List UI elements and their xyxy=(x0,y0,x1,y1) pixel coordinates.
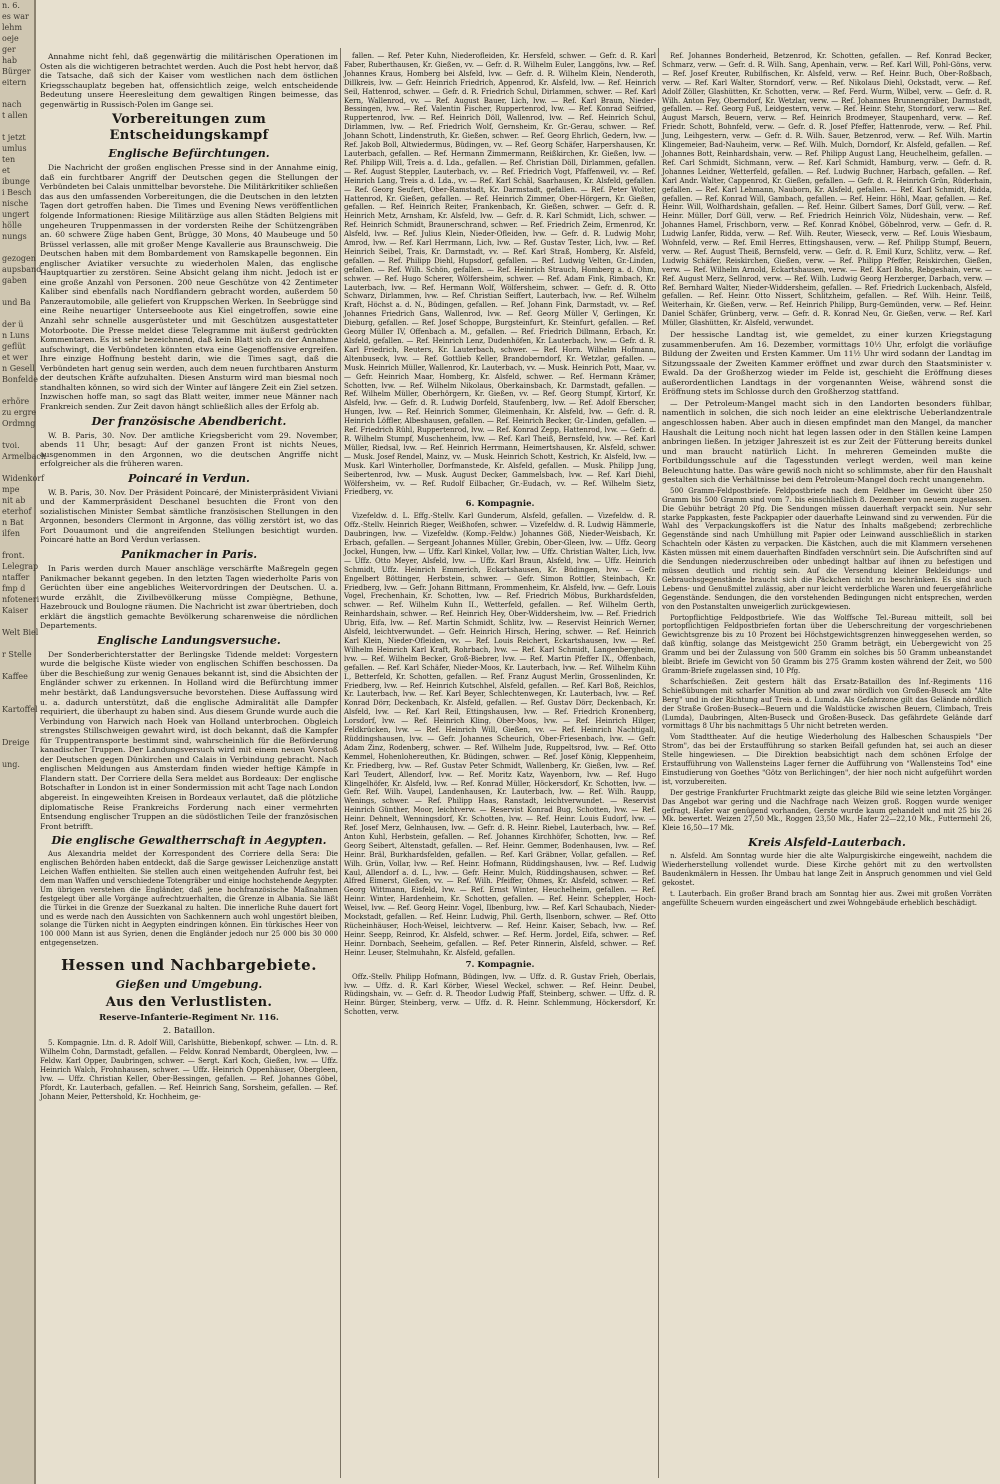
article-lauterbach: t. Lauterbach. Ein großer Brand brach am Sonntag hier aus. Zwei mit großen Vorräten angefüllte Scheuern wurden eingeäschert und zwei Wohngebäude erheblich beschädigt. xyxy=(662,889,992,907)
margin-fragment: tvoi. xyxy=(2,441,20,450)
article-alsfeld: n. Alsfeld. Am Sonntag wurde hier die alte Walpurgiskirche eingeweiht, nachdem die Wiederherstellung vollendet wurde. Diese Kirche gehört mit zu den wertvollsten Baudenkmälern in Hessen. Ihr Umbau hat lange Zeit in Anspruch genommen und viel Geld gekostet. xyxy=(662,852,992,887)
margin-fragment xyxy=(0,385,34,396)
margin-fragment xyxy=(0,638,34,649)
margin-fragment: et xyxy=(2,166,10,175)
margin-fragment: ilfen xyxy=(2,529,20,538)
margin-fragment: t jetzt xyxy=(2,133,26,142)
margin-fragment: Kartoffel xyxy=(2,705,38,714)
margin-fragment: Widenkorf xyxy=(2,474,45,483)
margin-fragment xyxy=(0,682,34,693)
margin-fragment: aupsband xyxy=(2,265,42,274)
margin-fragment xyxy=(0,715,34,726)
headline-landungsversuche: Englische Landungsversuche. xyxy=(97,633,281,647)
margin-fragment: front. xyxy=(2,551,25,560)
margin-fragment: Kaffee xyxy=(2,672,28,681)
margin-fragment xyxy=(0,693,34,704)
margin-fragment: Welt Biel xyxy=(2,628,39,637)
margin-fragment: erhöre xyxy=(2,397,30,406)
casualty-list-continued-2: Ref. Johannes Bonderheid, Betzenrod, Kr. Schotten, gefallen. — Ref. Konrad Becker, Schmarz, verw. — Gefr. d. R. Wilh. Sang, Apenhain, verw. — Ref. Karl Will, Pohl-Göns, verw. — Ref. Josef Kreuter, Rubilfischen, Kr. Alsfeld, verw. — Ref. Heinr. Buch, Ober-Roßbach, verw. — Ref. Karl Walter, Storndorf, verw. — Ref. Nikolaus Diehl, Ockstadt, verw. — Ref. Adolf Zöller, Glashütten, Kr. Schotten, verw. — Ref. Ferd. Wurm, Wilbel, verw. — Gefr. d. R. Wilh. Anton Fey, Oberndorf, Kr. Wetzlar, verw. — Ref. Johannes Brunnengräber, Darmstadt, gefallen. — Ref. Georg Fuß, Leidgestern, verw. — Ref. Heinr. Stehr, Storndorf, verw. — Ref. August Marsch, Beuern, verw. — Ref. Heinrich Brodmeyer, Staupenhard, verw. — Ref. Friedr. Schott, Bohnfeld, verw. — Gefr. d. R. Josef Pfeffer, Hattenrode, verw. — Ref. Phil. Jung, Leihgestern, verw. — Gefr. d. R. Wilh. Sauer, Betzenrod, verw. — Ref. Wilh. Martin Klingemeier, Bad-Nauheim, verw. — Ref. Wilh. Mulch, Dorndorf, Kr. Alsfeld, gefallen. — Ref. Johannes Bott, Reinhardshain, verw. — Ref. Philipp August Lang, Heuchelheim, gefallen. — Ref. Carl Schmidt, Sichmann, verw. — Ref. Karl Schmidt, Hamburg, verw. — Gefr. d. R. Johannes Leidner, Wetterfeld, gefallen. — Ref. Ludwig Buchner, Harbach, gefallen. — Ref. Karl Andr. Walter, Cappenrod, Kr. Gießen, gefallen. — Gefr. d. R. Heinrich Grün, Rüderhain, gefallen. — Ref. Karl Lehmann, Nauborn, Kr. Alsfeld, gefallen. — Ref. Karl Schmidt, Ridda, gefallen. — Ref. Konrad Will, Gambach, gefallen. — Ref. Heinr. Höhl, Maar, gefallen. — Ref. Heinr. Will, Wolfhardshain, gefallen. — Ref. Heinr. Gilbert Sames, Dorf Güll, verw. — Ref. Heinr. Müller, Dorf Güll, verw. — Ref. Friedrich Heinrich Völz, Nüdeshain, verw. — Ref. Johannes Hamel, Frischborn, verw. — Ref. Konrad Knöbel, Göbelnrod, verw. — Gefr. d. R. Ludwig Lanfer, Ridda, verw. — Ref. Wilh. Reuter, Wieseck, verw. — Ref. Louis Wiesbaum, Wohnfeld, verw. — Ref. Emil Herres, Ettingshausen, verw. — Ref. Philipp Stumpf, Beuern, verw. — Ref. August Theiß, Bernsfeld, verw. — Gefr. d. R. Emil Kurz, Schlitz, verw. — Ref. Ludwig Schäfer, Reiskirchen, Gießen, verw. — Ref. Philipp Pfeffer, Reiskirchen, Gießen, verw. — Ref. Wilhelm Arnold, Eckartshausen, verw. — Ref. Karl Bohs, Rebgeshain, verw. — Ref. August Merz, Sellnrod, verw. — Ref. Wilh. Ludwig Georg Herzberger, Darbach, verw. — Ref. Bernhard Walter, Nieder-Widdersheim, gefallen. — Ref. Friedrich Luckenbach, Alsfeld, gefallen. — Ref. Heinr. Otto Nissert, Schlitzheim, gefallen. — Ref. Wilh. Heinr. Teilß, Weiterhain, Kr. Gießen, verw. — Ref. Heinrich Philipp, Burg-Gemünden, verw. — Ref. Heinr. Daniel Schäfer, Grünberg, verw. — Gefr. d. R. Konrad Neu, Gr. Gießen, verw. — Ref. Karl Müller, Glashütten, Kr. Alsfeld, verwundet. xyxy=(662,52,992,328)
article-aegypten: Aus Alexandria meldet der Korrespondent des Corriere della Sera: Die englischen Behörden haben entdeckt, daß die Sarge gewisser Leichenzüge anstatt Leichen Waffen enthielten. Sie stellen auch einen weitgehenden Aufruhr fest, bei dem man Waffen und verschiedene Totengräber und einige hochstehende Aegypter. Um übrigen verstehen die Engländer, daß jene hochfranzösische Maßnahmen festgelegt über alle Vorgänge aufrechtzuerhalten, die Grenze in Albania. Sie läßt die Türkei in die Grenze der Suezkanal zu halten. Die innerliche Ruhe dauert fort und es werde nach den Aussichten von Sachkennern auch wohl ungestört bleiben, solange die Türken nicht in Aegypten eindringen können. Ein türkisches Heer von 100 000 Mann ist aus Syrien, denen die Engländer jedoch nur 25 000 bis 30 000 entgegensetzen. xyxy=(40,850,338,948)
casualty-list-5k: 5. Kompagnie. Ltn. d. R. Adolf Will, Carlshütte, Biebenkopf, schwer. — Ltn. d. R. Wilhelm Cohn, Darmstadt, gefallen. — Feldw. Konrad Nembardt, Obergleen, lvw. — Feldw. Karl Opper, Daubringen, schwer. — Sergt. Karl Koch, Gießen, lvw. — Uffz. Heinrich Walch, Frohnhausen, schwer. — Uffz. Heinrich Oppenhäuser, Obergleen, lvw. — Uffz. Christian Keller, Ober-Bessingen, gefallen. — Ref. Johannes Göbel, Pfordt, Kr. Lauterbach, gefallen. — Ref. Heinrich Sang, Sorsheim, gefallen. — Ref. Johann Meier, Pettershold, Kr. Hochheim, ge- xyxy=(40,1039,338,1101)
margin-fragment: Kaiser xyxy=(2,606,28,615)
margin-fragment xyxy=(0,462,34,473)
margin-fragment xyxy=(0,88,34,99)
margin-fragment xyxy=(0,539,34,550)
headline-poincare: Poincaré in Verdun. xyxy=(128,471,250,485)
subheadline-englische: Englische Befürchtungen. xyxy=(108,147,270,161)
column-2 xyxy=(344,52,656,1482)
margin-fragment: Bonfelde xyxy=(2,375,38,384)
casualty-list-7k: Offz.-Stellv. Philipp Hofmann, Büdingen, lvw. — Uffz. d. R. Gustav Frieh, Oberlais, lvw. — Uffz. d. R. Karl Körber, Wiesel Weckel, schwer. — Ref. Heinr. Deubel, Rüdingshain, vv. — Gefr. d. R. Theodor Ludwig Pfaff, Steinberg, schwer. — Uffz. d. R. Heinr. Bürger, Steinberg, verw. — Uffz. d. R. Heinr. Schlemmung, Höckersdorf, Kr. Schotten, verw. xyxy=(344,972,656,1017)
headline-panikmacher: Panikmacher in Paris. xyxy=(120,547,258,561)
margin-fragment: Armelbach xyxy=(2,452,47,461)
margin-fragment: gaben xyxy=(2,276,27,285)
article-poincare: W. B. Paris, 30. Nov. Der Präsident Poincaré, der Ministerpräsident Viviani und der Kammerpräsident Deschanel besuchten die Front von den sozialistischen Minister Sembat sämtliche französischen Stellungen in den Argonnen, besonders Clermont in Argonne, das völlig zerstört ist, wo das Fort Douaumont und die angreifenden Stellungen besichtigt wurden. Poincaré hatte an Bord Verdun verlassen. xyxy=(40,487,338,545)
margin-fragment: der ü xyxy=(2,320,24,329)
margin-fragment: ungert xyxy=(2,210,30,219)
company-heading-6: 6. Kompagnie. xyxy=(465,499,535,510)
margin-fragment: und Ba xyxy=(2,298,31,307)
margin-fragment: Ordmng xyxy=(2,419,36,428)
margin-fragment: nungs xyxy=(2,232,27,241)
margin-fragment xyxy=(0,660,34,671)
margin-fragment: hölle xyxy=(2,221,22,230)
margin-fragment: nach xyxy=(2,100,22,109)
casualty-list-continued: fallen. — Ref. Peter Kuhn, Niederofleiden, Kr. Hersfeld, schwer. — Gefr. d. R. Karl Faber, Ruberthausen, Kr. Gießen, vv. — Gefr. d. R. Wilhelm Euler, Langgöns, lvw. — Ref. Johannes Kraus, Homberg bei Alsfeld, lvw. — Gefr. d. R. Wilhelm Klein, Nenderoth, Dillkreis, lvw. — Gefr. Heinrich Friedrich, Appenrod, Kr. Alsfeld, lvw. — Ref. Heinrich Seil, Hattenrod, schwer. — Gefr. d. R. Friedrich Schul, Dirlammen, schwer. — Ref. Karl Kern, Wallenrod, vv. — Ref. August Bauer, Lich, lvw. — Ref. Karl Braun, Nieder-Bessingen, lvw. — Ref. Valentin Fischer, Ruppertenrod, lvw. — Ref. Konrad Seifried, Ruppertenrod, lvw. — Ref. Heinrich Döll, Wallenrod, lvw. — Ref. Heinrich Schul, Dirlammen, lvw. — Ref. Friedrich Wolf, Gernsheim, Kr. Gr.-Gerau, schwer. — Ref. Johann Schott, Lindenstruth, Kr. Gießen, schwer. — Ref. Georg Ehrlich, Gedern, lvw. — Ref. Jakob Boll, Altwiedermus, Büdingen, vv. — Ref. Georg Schäfer, Harpershausen, Kr. Lauterbach, gefallen. — Ref. Hermann Zimmermann, Reißkirchen, Kr. Gießen, lvw. — Ref. Philipp Will, Treis a. d. Lda., gefallen. — Ref. Christian Döll, Dirlammen, gefallen. — Ref. August Steppler, Lauterbach, vv. — Ref. Friedrich Vogt, Pfaffenweil, vv. — Ref. Heinrich Lang, Treis a. d. Lda., vv. — Ref. Karl Schäl, Saarhausen, Kr. Alsfeld, gefallen. — Ref. Georg Seufert, Ober-Ramstadt, Kr. Darmstadt, gefallen. — Ref. Peter Wolter, Hattenrod, Kr. Gießen, gefallen. — Ref. Heinrich Zimmer, Ober-Hörgern, Kr. Gießen, gefallen. — Ref. Heinrich Reiter, Frankenbach, Kr. Gießen, schwer. — Gefr. d. R. Heinrich Metz, Arnsham, Kr. Alsfeld, lvw. — Gefr. d. R. Karl Schmidt, Lich, schwer. — Ref. Heinrich Schmidt, Braunerschrand, schwer. — Ref. Friedrich Zeim, Ermenrod, Kr. Alsfeld, lvw. — Ref. Julius Klein, Nieder-Ofleiden, lvw. — Gefr. d. R. Ludwig Mohr, Amrod, lvw. — Ref. Karl Herrmann, Lich, lvw. — Ref. Gustav Tester, Lich, lvw. — Ref. Heinrich Seibel, Trais, Kr. Darmstadt, vv. — Ref. Karl Straß, Homberg, Kr. Alsfeld, gefallen. — Ref. Philipp Diehl, Hupsdorf, gefallen. — Ref. Ludwig Velten, Gr.-Linden, gefallen. — Ref. Wilh. Schön, gefallen. — Ref. Heinrich Strauch, Homberg a. d. Ohm, schwer. — Ref. Hugo Scherer, Wölfersheim, schwer. — Ref. Adam Fink, Rimbach, Kr. Lauterbach, lvw. — Ref. Hermann Wolf, Wölfersheim, schwer. — Gefr. d. R. Otto Schwarz, Dirlammen, lvw. — Ref. Christian Seiffert, Lauterbach, lvw. — Ref. Wilhelm Kraft, Höchst a. d. N., Büdingen, gefallen. — Ref. Johann Fink, Darmstadt, vv. — Ref. Johannes Friedrich Gans, Wallenrod, lvw. — Ref. Georg Müller V, Gerlingen, Kr. Dieburg, gefallen. — Ref. Josef Schoppe, Burgsteinfurt, Kr. Steinfurt, gefallen. — Ref. Georg Müller IV, Offenbach a. M., gefallen. — Ref. Friedrich Dillmann, Erbach, Kr. Alsfeld, gefallen. — Ref. Heinrich Lenz, Dudenhöfen, Kr. Lauterbach, lvw. — Gefr. d. R. Karl Friedrich, Reuters, Kr. Lauterbach, schwer. — Ref. Horn. Wilhelm Hofmann, Altenbuseck, lvw. — Ref. Gottlieb Keller, Brandoberndorf, Kr. Wetzlar, gefallen. — Musk. Heinrich Müller, Wallenrod, Kr. Lauterbach, vv. — Musk. Heinrich Pott, Maar, vv. — Gefr. Heinrich Maar, Homberg, Kr. Alsfeld, schwer. — Ref. Hermann Krämer, Schotten, lvw. — Ref. Wilhelm Nikolaus, Oberkainsbach, Kr. Darmstadt, gefallen. — Ref. Wilhelm Müller, Oberhörgern, Kr. Gießen, vv. — Ref. Georg Stumpf, Kirtorf, Kr. Alsfeld, lvw. — Gefr. d. R. Ludwig Dorfeld, Staufenberg, lvw. — Ref. Adolf Eberscher, Hungen, lvw. — Ref. Heinrich Sommer, Gleimenhain, Kr. Alsfeld, lvw. — Gefr. d. R. Heinrich Löffler, Albeshausen, gefallen. — Ref. Heinrich Becker, Gr.-Linden, gefallen. — Ref. Friedrich Rühl, Ruppertenrod, lvw. — Ref. Konrad Zepp, Hattenrod, lvw. — Gefr. d. R. Wilhelm Stumpf, Muschenheim, lvw. — Ref. Karl Theiß, Bernsfeld, lvw. — Ref. Karl Müller, Riedsal, lvw. — Ref. Heinrich Herrmann, Heimertshausen, Kr. Alsfeld, schwer. — Musk. Josef Rendel, Mainz, vv. — Musk. Heinrich Schott, Kestrich, Kr. Alsfeld, lvw. — Musk. Karl Winterholler, Dorfmanstede, Kr. Alsfeld, gefallen. — Musk. Philipp Jung, Seibertenrod, lvw. — Musk. August Decker, Gammelsbach, lvw. — Ref. Karl Diehl, Wölfersheim, vv. — Ref. Rudolf Eilbacher, Gr.-Eudach, vv. — Ref. Wilhelm Sietz, Friedberg, vv. xyxy=(344,52,656,497)
article-scharfschiessen: Scharfschießen. Zeit gestern hält das Ersatz-Bataillon des Inf.-Regiments 116 Schießübungen mit scharfer Munition ab und zwar nördlich von Großen-Buseck am "Alte Berg" und in der Richtung auf Treis a. d. Lumda. Als Gefahrzone gilt das Gelände nördlich der Straße Großen-Buseck—Beuern und die Waldstücke zwischen Beuern, Climbach, Treis (Lumda), Daubringen, Alten-Buseck und Großen-Buseck. Das gefährdete Gelände darf vormittags 8 Uhr bis nachmittags 5 Uhr nicht betreten werden. xyxy=(662,677,992,731)
margin-fragment: Dreige xyxy=(2,738,30,747)
article-portopflichtig: Portopflichtige Feldpostbriefe. Wie das Wolffsche Tel.-Bureau mitteilt, soll bei portopflichtigen Feldpostbriefen fortan über die Ueberschreitung der vorgeschriebenen Gewichtsgrenze bis zu 10 Prozent bei Höchstgewichtsgrenzen hinweggesehen werden, so daß künftig, solange das Meistgewicht 250 Gramm beträgt, ein Uebergewicht von 25 Gramm und bei der Zulassung von 500 Gramm ein solches bis 50 Gramm unbeanstandet bleibt. Briefe im Gewicht von 50 Gramm bis 275 Gramm kosten während der Zeit, wo 500 Gramm-Briefe zugelassen sind, 10 Pfg. xyxy=(662,613,992,675)
margin-fragment: umlus xyxy=(2,144,27,153)
margin-fragment: et wer xyxy=(2,353,28,362)
margin-fragment xyxy=(0,748,34,759)
margin-fragment: nit ab xyxy=(2,496,26,505)
margin-fragment: t allen xyxy=(2,111,28,120)
margin-fragment: fmp d xyxy=(2,584,26,593)
margin-fragment xyxy=(0,308,34,319)
headline-verlustlisten: Aus den Verlustlisten. xyxy=(105,995,273,1011)
margin-fragment: n Gesell xyxy=(2,364,35,373)
subsection-giessen: Gießen und Umgebung. xyxy=(115,978,263,992)
margin-fragment: mpe xyxy=(2,485,20,494)
section-hessen: Hessen und Nachbargebiete. xyxy=(61,956,317,975)
margin-fragment: n Bat xyxy=(2,518,24,527)
margin-fragment: ibunge xyxy=(2,177,30,186)
headline-franzoesisch: Der französische Abendbericht. xyxy=(91,414,287,428)
margin-fragment: n Luns xyxy=(2,331,30,340)
margin-fragment: zu ergre xyxy=(2,408,37,417)
margin-fragment: oeje xyxy=(2,34,19,43)
margin-fragment: geflüt xyxy=(2,342,26,351)
article-stadttheater: Vom Stadttheater. Auf die heutige Wiederholung des Halbeschen Schauspiels "Der Strom", das bei der Erstaufführung so starken Beifall gefunden hat, sei auch an dieser Stelle hingewiesen. — Die Direktion beabsichtigt nach dem schönen Erfolge der Erstaufführung von Wallensteins Lager ferner die Aufführung von "Wallensteins Tod" eine Einstudierung von Goethes "Götz von Berlichingen", der hier noch nicht aufgeführt worden ist, vorzubereiten. xyxy=(662,733,992,786)
casualty-list-6k: Vizefeldw. d. L. Effg.-Stellv. Karl Gunderum, Alsfeld, gefallen. — Vizefeldw. d. R. Offz.-Stellv. Heinrich Rieger, Weißhofen, schwer. — Vizefeldw. d. R. Ludwig Hämmerle, Daubringen, lvw. — Vizefeldw. (Komp.-Feldw.) Johannes Göß, Nieder-Weisbach, Kr. Erbach, gefallen. — Sergeant Johannes Müller, Grebin, Ober-Gleen, lvw. — Uffz. Georg Jockel, Hungen, lvw. — Uffz. Karl Kinkel, Vollar, lvw. — Uffz. Christian Walter, Lich, lvw. — Uffz. Otto Meyer, Alsfeld, lvw. — Uffz. Karl Braun, Alsfeld, lvw. — Uffz. Heinrich Schmidt, Uffz. Heinrich Emmerich, Eckartshausen, Kr. Büdingen, lvw. — Gefr. Engelbert Böttinger, Herbstein, schwer. — Gefr. Simon Rottler, Steinbach, Kr. Friedberg, lvw. — Gefr. Johann Bittmann, Frommenheim, Kr. Alsfeld, lvw. — Gefr. Louis Vogel, Frechenhain, Kr. Schotten, lvw. — Ref. Friedrich Möbus, Burkhardsfelden, schwer. — Ref. Wilhelm Kuhn II., Wetterfeld, gefallen. — Ref. Wilhelm Gerth, Reinhardshain, schwer. — Ref. Heinrich Hey, Ober-Widdersheim, lvw. — Ref. Friedrich Ubrig, Eifa, lvw. — Ref. Martin Schmidt, Schlitz, lvw. — Reservist Heinrich Werner, Alsfeld, leichtverwundet. — Gefr. Heinrich Hirsch, Hering, schwer. — Ref. Heinrich Karl Klein, Nieder-Ofleiden, vv. — Ref. Louis Reichert, Eckartshausen, lvw. — Ref. Wilhelm Heinrich Karl Kraft, Rohrbach, lvw. — Ref. Karl Schmidt, Langenbergheim, lvw. — Ref. Wilhelm Becker, Groß-Biebrer, lvw. — Ref. Martin Pfeffer IX., Offenbach, gefallen. — Ref. Karl Schäfer, Nieder-Moos, Kr. Lauterbach, lvw. — Ref. Wilhelm Kühn I., Betterfeld, Kr. Schotten, gefallen. — Ref. Franz August Merlin, Grossenlinden, Kr. Friedberg, lvw. — Ref. Heinrich Kutschhel, Alsfeld, gefallen. — Ref. Karl Boß, Reichlos, Kr. Lauterbach, lvw. — Ref. Karl Beyer, Schlechtenwegen, Kr. Lauterbach, lvw. — Ref. Konrad Dörr, Deckenbach, Kr. Alsfeld, gefallen. — Ref. Gustav Dörr, Deckenbach, Kr. Alsfeld, lvw. — Ref. Karl Reil, Ettingshausen, lvw. — Ref. Friedrich Kronenberg, Lorsdorf, lvw. — Ref. Heinrich Kling, Ober-Moos, lvw. — Ref. Heinrich Hilger, Feldkrücken, lvw. — Ref. Heinrich Will, Gießen, vv. — Ref. Heinrich Nachtigall, Rüddingshausen, lvw. — Gefr. Johannes Scheurich, Ober-Friesenbach, lvw. — Gefr. Adam Zinz, Rodenberg, schwer. — Ref. Wilhelm Jude, Ruppeltsrod, lvw. — Ref. Otto Kemmel, Hohenlohereuthen, Kr. Büdingen, schwer. — Ref. Josef König, Kleppenheim, Kr. Friedberg, lvw. — Ref. Gustav Peter Schmidt, Wallenberg, Kr. Gießen, lvw. — Ref. Karl Teudert, Allendorf, lvw. — Ref. Moritz Katz, Wayenborn, lvw. — Ref. Hugo Klingelhöfer, Kr. Alsfeld, lvw. — Ref. Konrad Müller, Höckersdorf, Kr. Schotten, lvw. — Gefr. Ref. Wilh. Vaupel, Landenhausen, Kr. Lauterbach, lvw. — Ref. Wilh. Raupp, Wenings, schwer. — Ref. Philipp Haas, Ranstadt, leichtverwundet. — Reservist Heinrich Günther, Moor, leichtverw. — Reservist Konrad Bug, Schotten, lvw. — Ref. Heinr. Dehnelt, Wenningsdorf, Kr. Schotten, lvw. — Ref. Heinr. Louis Eudorf, lvw. — Ref. Josef Merz, Gelnhausen, lvw. — Gefr. d. R. Heinr. Riebel, Lauterbach, lvw. — Ref. Anton Kuhl, Herbstein, gefallen. — Ref. Johannes Kirchhöfer, Schotten, lvw. — Ref. Georg Seibert, Altenstadt, gefallen. — Ref. Heinr. Gemmer, Bodenhausen, lvw. — Ref. Heinr. Bräl, Burkhardsfelden, gefallen. — Ref. Karl Gräbner, Vollar, gefallen. — Ref. Wilh. Grün, Vollar, lvw. — Ref. Heinr. Hofmann, Rüddingshausen, lvw. — Ref. Ludwig Kaul, Allendorf a. d. L., lvw. — Gefr. Heinr. Mulch, Rüddingshausen, schwer. — Ref. Alfred Eimerst, Gießen, vv. — Ref. Wilh. Pfeiffer, Ohmes, Kr. Alsfeld, schwer. — Ref. Georg Wittmann, Eisfeld, lvw. — Ref. Ernst Winter, Heuchelheim, gefallen. — Ref. Heinr. Winter, Hardenheim, Kr. Schotten, gefallen. — Ref. Heinr. Scheppler, Hoch-Weisel, lvw. — Ref. Georg Heinr. Vogel, Ilbenburg, lvw. — Ref. Karl Schaubach, Nieder-Mockstadt, gefallen. — Ref. Heinr. Ludwig, Phil. Gerth, Ilsenborn, schwer. — Ref. Otto Rücheinhäuser, Hoch-Weisel, leichtverw. — Ref. Heinr. Kaiser, Sebach, lvw. — Ref. Heinr. Seepp, Reinrod, Kr. Alsfeld, schwer. — Ref. Herm. Jordel, Eifa, schwer. — Ref. Heinr. Dornbach, Seeheim, gefallen. — Ref. Peter Rinnerin, Alsfeld, schwer. — Ref. Heinr. Leuser, Stelmuhahn, Kr. Alsfeld, gefallen. xyxy=(344,512,656,957)
battalion-heading: 2. Bataillon. xyxy=(162,1026,216,1037)
column-rule xyxy=(658,48,659,1478)
margin-fragment: es war xyxy=(2,12,29,21)
margin-fragment xyxy=(0,726,34,737)
margin-fragment xyxy=(0,242,34,253)
margin-fragment: ten xyxy=(2,155,16,164)
margin-fragment: i Besch xyxy=(2,188,32,197)
article-feldpost-500g: 500 Gramm-Feldpostbriefe. Feldpostbriefe nach dem Feldheer im Gewicht über 250 Gramm bis 500 Gramm sind vom 7. bis einschließlich 8. Dezember von neuem zugelassen. Die Gebühr beträgt 20 Pfg. Die Sendungen müssen dauerhaft verpackt sein. Nur sehr starke Pappkasten, feste Packpapier oder dauerhafte Leinwand sind zu verwenden. Für die Wahl des Verpackungskoffers ist die Natur des Inhalts maßgebend; zerbrechliche Gegenstände sind nach Umhüllung mit Papier oder Leinwand ausschließlich in starken Schachteln oder Kästen zu verpacken. Die Kästchen, auch die mit Klammern versehenen Kästen müssen mit einem dauerhaften Bindfaden verschnürt sein. Die Aufschriften sind auf die Sendungen niederzuschreiben oder unbedingt haltbar auf ihnen zu befestigen und müssen deutlich und richtig sein. Auf die Versendung kleiner Bekleidungs- und Gebrauchsgegenstände braucht sich die Päckchen nicht zu beschränken. Es sind auch Lebens- und Genußmittel zulässig, aber nur leicht verderbliche Waren und feuergefährliche Gegenstände. Sendungen, die den vorstehenden Bedingungen nicht entsprechen, werden von den Postanstalten unweigerlich zurückgewiesen. xyxy=(662,486,992,611)
article-landtag: Der hessische Landtag ist, wie gemeldet, zu einer kurzen Kriegstagung zusammenberufen. Am 16. Dezember, vormittags 10½ Uhr, erfolgt die vorläufige Bildung der Zweiten und Ersten Kammer. Um 11½ Uhr wird sodann der Landtag im Sitzungssaale der Zweiten Kammer eröffnet und zwar durch den Staatsminister v. Ewald. Da der Großherzog wieder im Felde ist, geschieht die Eröffnung dieses außerordentlichen Landtags in der vorgenannten Weise, während sonst die Eröffnung stets im Schlosse durch den Großherzog stattfand. xyxy=(662,330,992,397)
article-panikmacher: In Paris werden durch Mauer anschläge verschärfte Maßregeln gegen Panikmacher bekannt gegeben. In den letzten Tagen wiederholte Paris von Gerüchten über eine angebliches Weitervordringen der Deutschen. U. a. wurde erzählt, die Zivilbevölkerung müsse Compiègne, Bethune, Hazebrouck und Boulogne räumen. Die Nachricht ist zwar übertrieben, doch erklärt die ängstlich gemachte Bevölkerung scharenweise die nördlichen Departements. xyxy=(40,563,338,631)
company-heading-7: 7. Kompagnie. xyxy=(465,959,535,970)
margin-fragment: ger xyxy=(2,45,16,54)
margin-fragment: ntaffer xyxy=(2,573,30,582)
margin-fragment: ung. xyxy=(2,760,20,769)
adjacent-page-margin xyxy=(0,0,47,1484)
margin-fragment: Bürger xyxy=(2,67,31,76)
article-intro: Annahme nicht fehl, daß gegenwärtig die militärischen Operationen im Osten als die wichtigeren betrachtet werden. Auch die Post hebt hervor, daß die Tatsache, daß sich der Kaiser vom westlichen nach dem östlichen Kriegsschauplatz begeben hat, offensichtlich zeige, welch entscheidende Bedeutung unsere Heeresleitung dem gewaltigen Ringen beimesse, das gegenwärtig in Russisch-Polen im Gange sei. xyxy=(40,52,338,109)
headline-aegypten: Die englische Gewaltherrschaft in Aegypten. xyxy=(51,834,327,848)
margin-fragment xyxy=(0,429,34,440)
margin-fragment: n. 6. xyxy=(2,1,20,10)
margin-fragment: hab xyxy=(2,56,18,65)
regiment-heading: Reserve-Infanterie-Regiment Nr. 116. xyxy=(99,1013,279,1024)
column-1 xyxy=(40,52,338,1482)
article-fruchtmarkt: Der gestrige Frankfurter Fruchtmarkt zeigte das gleiche Bild wie seine letzten Vorgänger. Das Angebot war gering und die Nachfrage nach Weizen groß. Roggen wurde weniger gefragt, Hafer war genügend vorhanden, Gerste wurde kaum gehandelt und mit 25 bis 26 Mk. bewertet. Weizen 27,50 Mk., Roggen 23,50 Mk., Hafer 22—22,10 Mk., Futtermehl 26, Kleie 16,50—17 Mk. xyxy=(662,788,992,833)
margin-fragment: eterhof xyxy=(2,507,32,516)
margin-fragment xyxy=(0,286,34,297)
margin-fragment xyxy=(0,616,34,627)
margin-fragment: gezogen xyxy=(2,254,36,263)
margin-fragment xyxy=(0,121,34,132)
margin-fragment: r Stelle xyxy=(2,650,32,659)
headline-kreis-alsfeld: Kreis Alsfeld-Lauterbach. xyxy=(748,836,906,850)
margin-fragment: Lelegrap xyxy=(2,562,39,571)
article-franzoesisch: W. B. Paris, 30. Nov. Der amtliche Kriegsbericht vom 29. November, abends 11 Uhr, besagt: Auf der ganzen Front ist nichts Neues, ausgenommen in den Argonnen, wo die deutschen Angriffe nicht erfolgreicher als die früheren waren. xyxy=(40,430,338,469)
article-landungsversuche: Der Sonderberichterstatter der Berlingske Tidende meldet: Vorgestern wurde die belgische Küste wieder von englischen Schiffen beschossen. Da über die Beschießung zur wenig Genaues bekannt ist, sind die Absichten der Engländer schwer zu erkennen. In Holland wird die Befürchtung immer mehr bestärkt, daß Landungsversuche bevorstehen. Diese Auffassung wird u. a. dadurch unterstützt, daß die englische Admiralität alle Dampfer requiriert, die überhaupt zu haben sind. Aus diesem Grunde wurde auch die Verbindung von Harwich nach Hoek van Holland unterbrochen. Obgleich strengstes Stillschweigen gewahrt wird, ist doch bekannt, daß die Kampfer für Truppentransporte bestimmt sind, wahrscheinlich für die Beförderung kanadischer Truppen. Der Landungsversuch wird mit einem neuen Vorstoß der Deutschen gegen Dünkirchen und Calais in Verbindung gebracht. Nach englischen Meldungen aus Amsterdam finden wieder heftige Kämpfe in Flandern statt. Der Corriere della Sera meldet aus Bordeaux: Der englische Botschafter in London ist in einer Sondermission mit acht Tage nach London abgereist. In eingeweihten Kreisen in Bordeaux verlautet, daß die plötzliche diplomatische Reise Frankreichs Forderung nach einer vermehrten Entsendung englischer Truppen an die südöstlichen Teile der französischen Front betrifft. xyxy=(40,649,338,831)
article-englische: Die Nachricht der großen englischen Presse sind in der Annahme einig, daß ein furchtbarer Angriff der Deutschen gegen die Stellungen der Verbündeten bei Calais unmittelbar bevorstehe. Die Militärkritiker schließen das aus den umfassenden Vorbereitungen, die die Deutschen in den letzten Tagen dort getroffen haben. Die Times und Evening News veröffentlichen folgende Informationen: Riesige Militärzüge aus allen Städten Belgiens mit ungeheuren Truppenmassen in der vordersten Reihe der Schützengräben an. 60 schwere Züge haben Gent, Brügge, 30 Mons, 40 Maubeuge und 50 Brüssel verlassen, alle mit großer Menge Kavallerie aus Braunschweig. Die Deutschen haben mit dem Bombardement von Ramskapelle begonnen. Ein englischer Aviatiker versuchte zu wiederholen Malen, das englische Hauptquartier zu zerstören. Seine Absicht gelang ihm nicht. Jedoch ist er eine große Anzahl von Personen. 200 neue Geschütze von 42 Zentimeter Kaliber sind ebenfalls nach Nordflandern gebracht worden, außerdem 50 Panzerautomobile, alle geliefert von Kruppschen Werken. In Seebrügge sind eine Reihe neuartiger Unterseeboote aus Kiel eingetroffen, sowie eine Anzahl sehr schnelle ausgerüsteter und mit Geschützen ausgestatteter Motorboote. Die Presse meldet diese Telegramme mit äußerst gedrückten Kommentaren. Es ist sehr bezeichnend, daß kein Blatt sich zu der Annahme aufschwingt, die Verbündeten könnten etwa eine Gegenoffensive ergreifen. Ihre einzige Hoffnung besteht darin, wie die Times sagt, daß die Verbündeten hart genug sein werden, auch dem neuen furchtbaren Ansturm der deutschen Kräfte aufzuhalten. Diesen Ansturm wird man biesmal noch standhalten können, so wird sich der Winter auf längere Zeit ein Ziel setzen. Inzwischen hoffe man, so sagt das Blatt weiter, immer neue Männer nach Frankreich senden. Zur Zeit davon hängt schließlich alles der Erfolg ab. xyxy=(40,163,338,411)
margin-fragment: nische xyxy=(2,199,29,208)
margin-fragment: eitern xyxy=(2,78,27,87)
margin-fragment: nfoteneri xyxy=(2,595,40,604)
article-petroleum: — Der Petroleum-Mangel macht sich in den Landorten besonders fühlbar, namentlich in solchen, die sich noch leider an eine elektrische Ueberlandzentrale angeschlossen haben. Aber auch in diesen empfindet man den Mangel, da mancher Haushalt die Leitung noch nicht hat legen lassen oder in den Ställen keine Lampen anbringen ließen. In jetziger Jahreszeit ist es zur Zeit der Fütterung bereits dunkel und man braucht natürlich Licht. In mehreren Gemeinden mußte die Fortbildungsschule auf die Tagesstunden verlegt werden, weil man keine Beleuchtung hatte. Das wäre gewiß noch nicht so schlimmste, aber für den Haushalt gestalten sich die Verhältnisse bei dem Petroleum-Mangel doch recht unangenehm. xyxy=(662,398,992,485)
margin-fragment: lehm xyxy=(2,23,23,32)
column-3 xyxy=(662,52,992,1482)
column-rule xyxy=(340,48,341,1478)
headline-vorbereitungen: Vorbereitungen zum Entscheidungskampf xyxy=(109,112,269,144)
